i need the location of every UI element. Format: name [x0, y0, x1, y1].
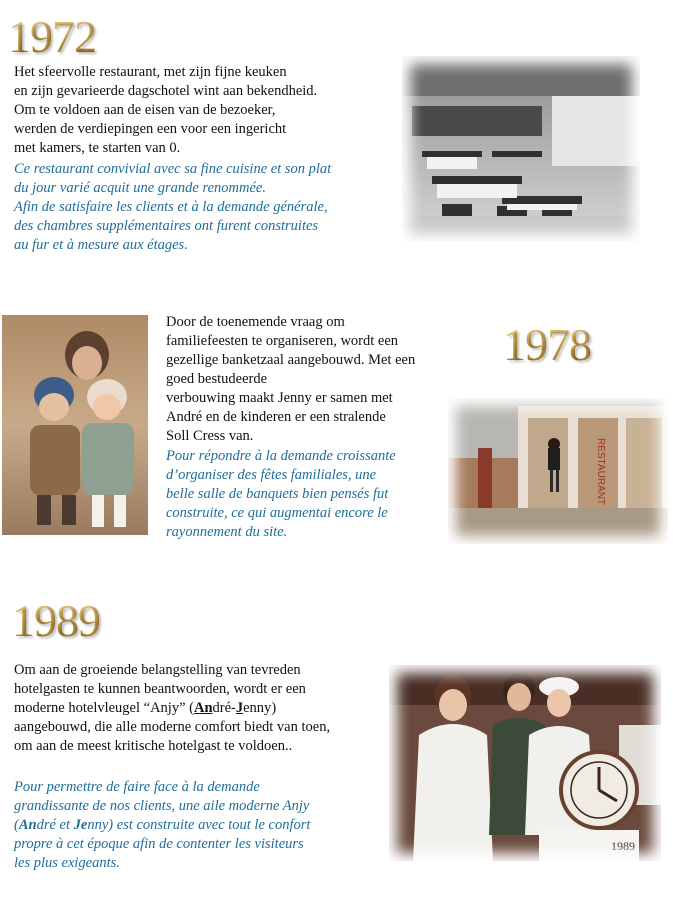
text-fragment: dré et	[36, 817, 74, 833]
restaurant-interior-illustration	[402, 56, 640, 242]
text-line: Pour permettre de faire face à la demande	[14, 779, 260, 795]
text-line: Ce restaurant convivial avec sa fine cuisine et son plat	[14, 161, 332, 177]
text-line: om aan de meest kritische hotelgast te voldoen..	[14, 738, 293, 754]
text-line: rayonnement du site.	[166, 524, 288, 540]
banquet-exterior-illustration	[448, 398, 668, 544]
text-line: Soll Cress van.	[166, 428, 254, 444]
banquet-hall-exterior-photo	[448, 398, 668, 544]
dutch-paragraph-1989	[14, 661, 394, 756]
text-line: met kamers, te starten van 0.	[14, 140, 181, 156]
text-line	[14, 816, 394, 835]
restaurant-interior-photo	[402, 56, 640, 242]
text-line: les plus exigeants.	[14, 855, 120, 871]
text-fragment: dré-	[212, 700, 236, 716]
text-line: gezellige banketzaal aangebouwd. Met een	[166, 352, 416, 368]
text-line	[14, 699, 394, 718]
text-fragment: )	[271, 700, 277, 716]
bold-initial-j: J	[235, 700, 244, 716]
text-line: verbouwing maakt Jenny er samen met	[166, 390, 393, 406]
text-line: construite, ce qui augmentai encore le	[166, 505, 388, 521]
text-line: hotelgasten te kunnen beantwoorden, wordt er een	[14, 681, 306, 697]
text-line: Afin de satisfaire les clients et à la demande générale,	[14, 199, 328, 215]
text-line: Om te voldoen aan de eisen van de bezoeker,	[14, 102, 276, 118]
text-line: du jour varié acquit une grande renommée.	[14, 180, 266, 196]
text-line: familiefeesten te organiseren, wordt een	[166, 333, 399, 349]
french-paragraph-1978	[166, 447, 446, 542]
dutch-paragraph-1978	[166, 313, 466, 446]
text-line: werden de verdiepingen een voor een ingericht	[14, 121, 287, 137]
cake-year-text: 1989	[611, 839, 635, 853]
text-fragment: nny) est construite avec tout le confort	[87, 817, 311, 833]
year-heading-1978: 1978	[503, 319, 591, 370]
bold-initials-an: An	[18, 817, 37, 833]
text-line: Het sfeervolle restaurant, met zijn fijne keuken	[14, 64, 287, 80]
bold-initials-je: Je	[73, 817, 88, 833]
children-illustration	[2, 315, 148, 535]
text-line: d’organiser des fêtes familiales, une	[166, 467, 377, 483]
french-paragraph-1972	[14, 160, 404, 255]
french-paragraph-1989	[14, 778, 394, 873]
text-line: goed bestudeerde	[166, 371, 268, 387]
restaurant-sign-text: RESTAURANT	[595, 438, 606, 506]
text-fragment: (	[14, 817, 19, 833]
text-line: des chambres supplémentaires ont furent construites	[14, 218, 319, 234]
year-heading-1972: 1972	[8, 11, 96, 62]
text-line: André en de kinderen er een stralende	[166, 409, 386, 425]
children-photo	[2, 315, 148, 535]
text-line: aangebouwd, die alle moderne comfort biedt van toen,	[14, 719, 331, 735]
anniversary-cake-illustration	[389, 665, 661, 861]
text-line: belle salle de banquets bien pensés fut	[166, 486, 389, 502]
text-fragment: enny	[243, 700, 272, 716]
bold-initials-an: An	[193, 700, 213, 716]
dutch-paragraph-1972	[14, 63, 404, 158]
text-line: propre à cet époque afin de contenter les visiteurs	[14, 836, 304, 852]
anniversary-cake-photo	[389, 665, 661, 861]
year-heading-1989: 1989	[12, 595, 100, 646]
text-line: grandissante de nos clients, une aile moderne Anjy	[14, 798, 310, 814]
text-line: Om aan de groeiende belangstelling van tevreden	[14, 662, 301, 678]
text-fragment: moderne hotelvleugel “Anjy” (	[14, 700, 194, 716]
text-line: au fur et à mesure aux étages.	[14, 237, 188, 253]
text-line: Pour répondre à la demande croissante	[166, 448, 396, 464]
text-line: Door de toenemende vraag om	[166, 314, 345, 330]
text-line: en zijn gevarieerde dagschotel wint aan bekendheid.	[14, 83, 318, 99]
